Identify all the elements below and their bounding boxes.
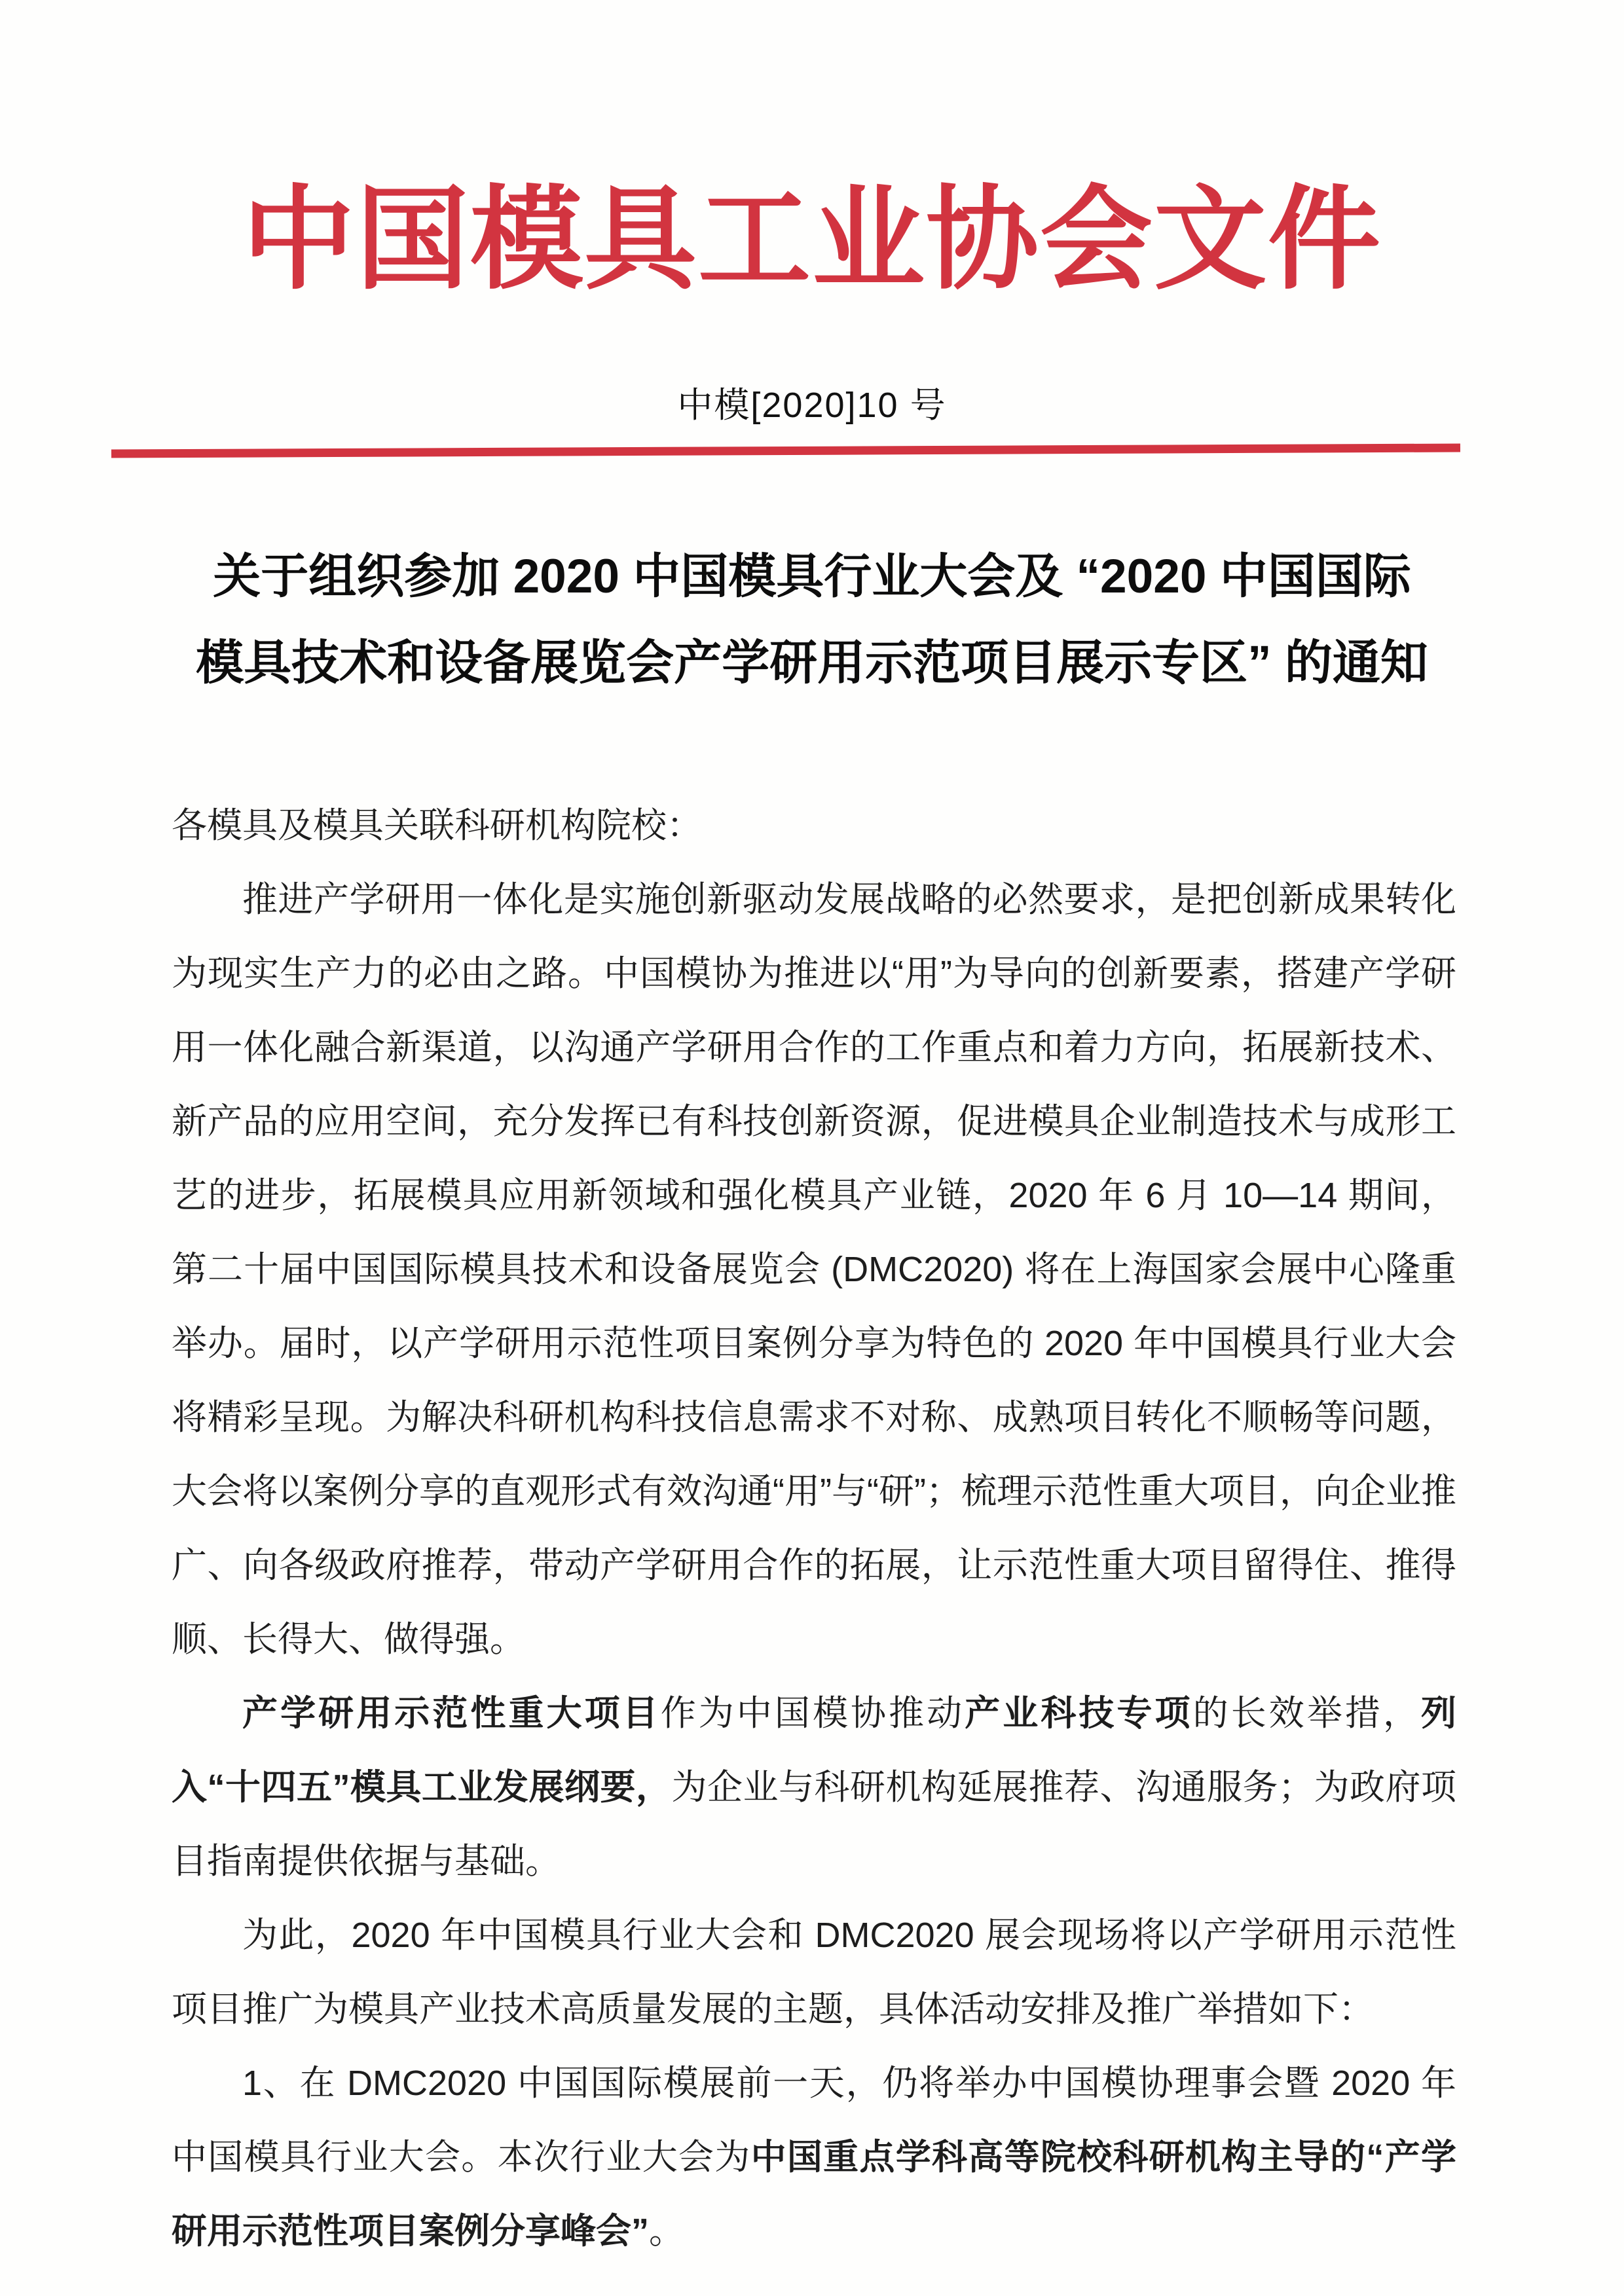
paragraph-run-bold: 产学研用示范性重大项目 [242,1694,661,1733]
document-body [172,789,1456,2269]
paragraph-run: 。 [649,2212,684,2251]
paragraph-run: 各模具及模具关联科研机构院校： [172,806,702,845]
paragraph-run: 为此，2020 年中国模具行业大会和 DMC2020 展会现场将以产学研用示范性项目推广为模具产业技术高质量发展的主题，具体活动安排及推广举措如下： [172,1916,1456,2029]
doc-number: 中模[2020]10 号 [677,386,947,425]
document-title-line2: 模具技术和设备展览会产学研用示范项目展示专区” 的通知 [196,636,1428,689]
paragraph-run: 推进产学研用一体化是实施创新驱动发展战略的必然要求，是把创新成果转化为现实生产力的必由之路。中国模协为推进以“用”为导向的创新要素，搭建产学研用一体化融合新渠道，以沟通产学研用合作的工作重点和着力方向，拓展新技术、新产品的应用空间，充分发挥已有科技创新资源，促进模具企业制造技术与成形工艺的进步，拓展模具应用新领域和强化模具产业链，2020 年 6 月 10—14 期间，第二十届中国国际模具技术和设备展览会 (DMC2020) 将在上海国家会展中心隆重举办。届时，以产学研用示范性项目案例分享为特色的 2020 年中国模具行业大会将精彩呈现。为解决科研机构科技信息需求不对称、成熟项目转化不顺畅等问题，大会将以案例分享的直观形式有效沟通“用”与“研”；梳理示范性重大项目，向企业推广、向各级政府推荐，带动产学研用合作的拓展，让示范性重大项目留得住、推得顺、长得大、做得强。 [172,880,1456,1659]
paragraph-run: 的长效举措， [1192,1694,1422,1733]
paragraph [172,863,1456,1677]
paragraph-run: 为企业与科研机构延展推荐、沟通服务；为政府项目指南提供依据与基础。 [172,1768,1456,1881]
paragraph [172,2047,1456,2269]
paragraph-run-bold: 列入“十四五”模具工业发展纲要， [172,1694,1457,1807]
paragraph-run: 作为中国模协推动 [660,1694,965,1733]
paragraph [172,1899,1456,2047]
document-title [79,534,1545,706]
document-title-line1: 关于组织参加 2020 中国模具行业大会及 “2020 中国国际 [213,550,1411,603]
body-paragraphs [172,789,1456,2269]
paragraph-run-bold: 中国重点学科高等院校科研机构主导的“产学研用示范性项目案例分享峰会” [172,2138,1457,2251]
paragraph [172,789,1456,863]
paragraph [172,1677,1456,1899]
paragraph-run-bold: 产业科技专项 [965,1694,1193,1733]
org-title: 中国模具工业协会文件 [242,172,1382,305]
red-divider-line [111,444,1460,458]
paragraph-run: 1、在 DMC2020 中国国际模展前一天，仍将举办中国模协理事会暨 2020 年中国模具行业大会。本次行业大会为 [172,2064,1456,2177]
